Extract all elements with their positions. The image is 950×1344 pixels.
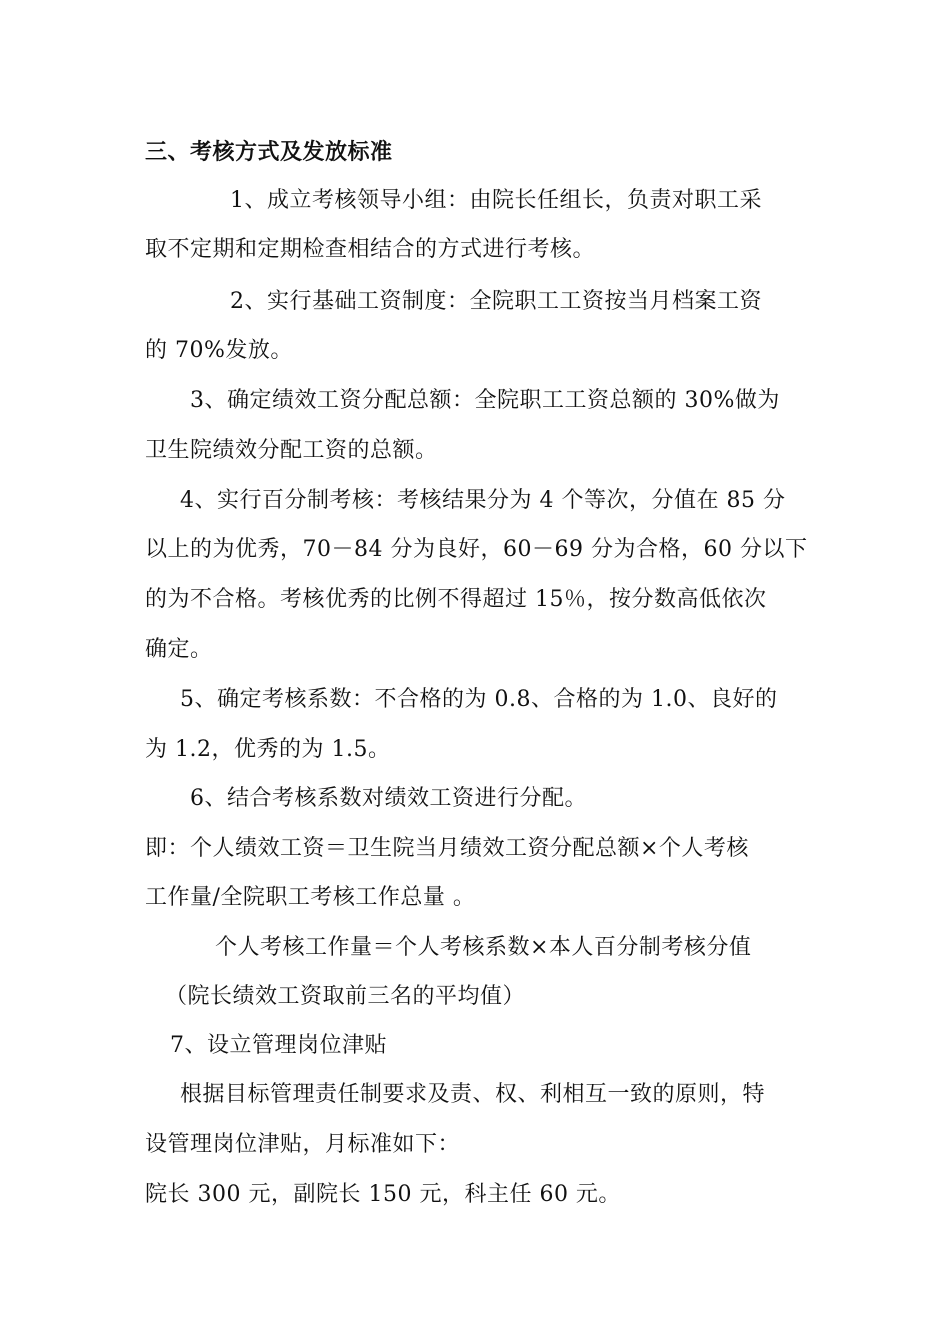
paragraph-line: 卫生院绩效分配工资的总额。 [145,438,438,463]
paragraph-line: 1、成立考核领导小组：由院长任组长，负责对职工采 [230,188,762,213]
paragraph-line: 2、实行基础工资制度：全院职工工资按当月档案工资 [230,289,762,314]
paragraph-line: 为 1.2，优秀的为 1.5。 [145,737,391,762]
paragraph-line: 工作量/全院职工考核工作总量 。 [145,885,476,910]
paragraph-line: 7、设立管理岗位津贴 [170,1033,387,1058]
paragraph-line: 4、实行百分制考核：考核结果分为 4 个等次，分值在 85 分 [180,488,786,513]
paragraph-line: 的为不合格。考核优秀的比例不得超过 15％，按分数高低依次 [145,587,767,612]
paragraph-line: 确定。 [145,637,213,662]
paragraph-line: 以上的为优秀，70－84 分为良好，60－69 分为合格，60 分以下 [145,537,808,562]
paragraph-line: 3、确定绩效工资分配总额：全院职工工资总额的 30%做为 [190,388,780,413]
paragraph-line: 取不定期和定期检查相结合的方式进行考核。 [145,237,596,262]
paragraph-line: 6、结合考核系数对绩效工资进行分配。 [190,786,587,811]
note-line: （院长绩效工资取前三名的平均值） [165,984,526,1009]
paragraph-line: 根据目标管理责任制要求及责、权、利相互一致的原则，特 [180,1082,766,1107]
paragraph-line: 设管理岗位津贴，月标准如下： [145,1132,461,1157]
paragraph-line: 院长 300 元，副院长 150 元，科主任 60 元。 [145,1182,621,1207]
formula-line: 个人考核工作量＝个人考核系数×本人百分制考核分值 [215,935,752,960]
paragraph-line: 的 70%发放。 [145,338,293,363]
paragraph-line: 即：个人绩效工资＝卫生院当月绩效工资分配总额×个人考核 [145,836,749,861]
paragraph-line: 5、确定考核系数：不合格的为 0.8、合格的为 1.0、良好的 [180,687,778,712]
section-heading: 三、考核方式及发放标准 [145,139,393,165]
